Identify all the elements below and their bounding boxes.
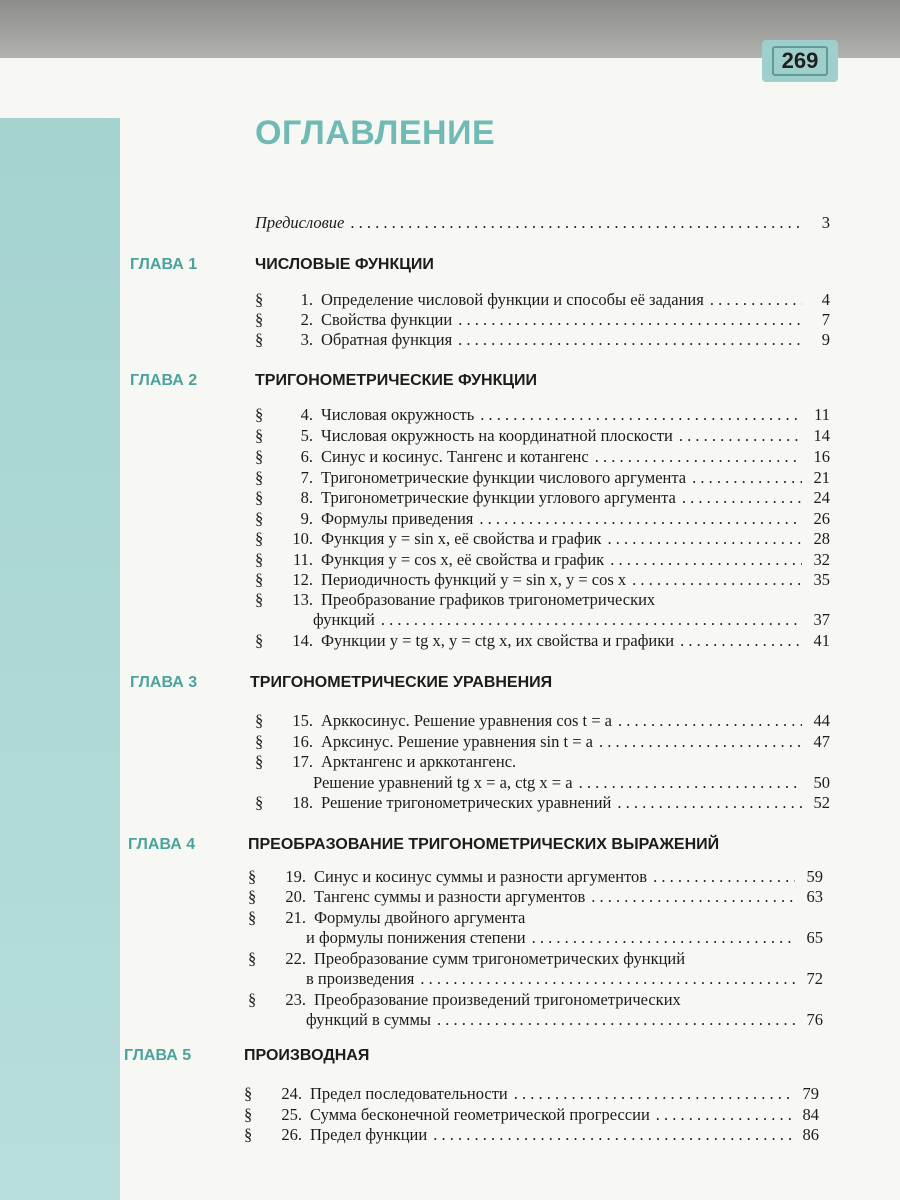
leader-dots <box>514 1083 791 1105</box>
toc-entry[interactable] <box>255 508 830 530</box>
toc-entry[interactable] <box>255 569 830 591</box>
leader-dots <box>680 630 802 652</box>
toc-entry[interactable] <box>248 886 823 908</box>
section-number: 22. <box>285 949 306 968</box>
toc-entry-continuation[interactable] <box>306 927 823 949</box>
toc-entry-title: Свойства функции <box>321 310 453 329</box>
toc-entry-title: Тригонометрические функции углового аргумента <box>321 488 676 507</box>
toc-entry-title: Периодичность функций y = sin x, y = cos x <box>321 570 627 589</box>
toc-entry-title: функций <box>313 610 375 629</box>
leader-dots <box>532 927 795 949</box>
section-number: 17. <box>292 752 313 771</box>
toc-entry-title: Арктангенс и арккотангенс. <box>321 752 517 771</box>
section-number: 6. <box>300 447 313 466</box>
toc-entry-title: Функции y = tg x, y = ctg x, их свойства и графики <box>321 631 675 650</box>
toc-entry-page: 72 <box>806 969 823 988</box>
toc-entry-title: Решение тригонометрических уравнений <box>321 793 612 812</box>
section-sign: § <box>255 752 264 771</box>
section-number: 21. <box>285 908 306 927</box>
toc-entry[interactable] <box>248 948 823 970</box>
section-sign: § <box>255 468 264 487</box>
leader-dots <box>381 609 802 631</box>
toc-entry[interactable] <box>255 467 830 489</box>
section-number: 4. <box>300 405 313 424</box>
leader-dots <box>653 866 795 888</box>
leader-dots <box>682 487 802 509</box>
section-number: 2. <box>300 310 313 329</box>
section-number: 16. <box>292 732 313 751</box>
toc-entry-page: 44 <box>813 711 830 730</box>
leader-dots <box>433 1124 791 1146</box>
leader-dots <box>656 1104 791 1126</box>
toc-entry-page: 63 <box>806 887 823 906</box>
toc-entry[interactable] <box>255 549 830 571</box>
section-sign: § <box>248 908 257 927</box>
leader-dots <box>479 508 802 530</box>
toc-entry-continuation[interactable] <box>313 772 830 794</box>
toc-entry[interactable] <box>244 1104 819 1126</box>
leader-dots <box>579 772 802 794</box>
toc-entry-continuation[interactable] <box>313 609 830 631</box>
leader-dots <box>480 404 802 426</box>
chapter-label: ГЛАВА 3 <box>130 674 198 691</box>
section-sign: § <box>244 1084 253 1103</box>
toc-entry-page: 65 <box>806 928 823 947</box>
chapter-label: ГЛАВА 1 <box>130 256 198 273</box>
chapter-heading <box>130 256 830 278</box>
section-sign: § <box>255 711 264 730</box>
toc-entry-title: Функция y = cos x, её свойства и график <box>321 550 605 569</box>
toc-entry-page: 52 <box>813 793 830 812</box>
toc-entry[interactable] <box>248 866 823 888</box>
section-number: 23. <box>285 990 306 1009</box>
page-number: 269 <box>772 46 829 76</box>
toc-entry-page: 14 <box>813 426 830 445</box>
toc-entry-page: 37 <box>813 610 830 629</box>
section-number: 19. <box>285 867 306 886</box>
page-title: ОГЛАВЛЕНИЕ <box>255 114 496 152</box>
toc-entry-title: Предел функции <box>310 1125 428 1144</box>
toc-entry-title: Формулы двойного аргумента <box>314 908 526 927</box>
section-sign: § <box>255 310 264 329</box>
leader-dots <box>437 1009 795 1031</box>
leader-dots <box>632 569 802 591</box>
leader-dots <box>692 467 802 489</box>
section-number: 25. <box>281 1105 302 1124</box>
toc-entry-title: и формулы понижения степени <box>306 928 526 947</box>
toc-entry-page: 47 <box>813 732 830 751</box>
toc-entry-page: 9 <box>821 330 830 349</box>
toc-entry-page: 7 <box>821 310 830 329</box>
toc-entry-page: 16 <box>813 447 830 466</box>
toc-entry-title: Обратная функция <box>321 330 453 349</box>
toc-entry-title: Числовая окружность <box>321 405 475 424</box>
leader-dots <box>595 446 802 468</box>
toc-entry[interactable] <box>255 425 830 447</box>
leader-dots <box>350 212 802 234</box>
section-sign: § <box>255 290 264 309</box>
toc-entry[interactable] <box>255 731 830 753</box>
toc-entry-page: 35 <box>813 570 830 589</box>
leader-dots <box>420 968 795 990</box>
leader-dots <box>458 309 802 331</box>
toc-entry[interactable] <box>255 309 830 331</box>
toc-entry-title: в произведения <box>306 969 415 988</box>
section-sign: § <box>255 631 264 650</box>
toc-entry[interactable] <box>248 989 823 1011</box>
leader-dots <box>458 329 802 351</box>
toc-entry-page: 50 <box>813 773 830 792</box>
toc-entry[interactable] <box>244 1083 819 1105</box>
leader-dots <box>617 792 802 814</box>
chapter-name: ПРОИЗВОДНАЯ <box>244 1047 370 1064</box>
leader-dots <box>591 886 795 908</box>
toc-entry[interactable] <box>255 589 830 611</box>
toc-preface-row[interactable] <box>255 212 830 234</box>
toc-entry-page: 79 <box>802 1084 819 1103</box>
section-number: 13. <box>292 590 313 609</box>
toc-entry-title: Тангенс суммы и разности аргументов <box>314 887 586 906</box>
toc-entry-page: 3 <box>821 213 830 232</box>
toc-entry-page: 28 <box>813 529 830 548</box>
toc-entry-page: 21 <box>813 468 830 487</box>
leader-dots <box>599 731 802 753</box>
section-sign: § <box>255 590 264 609</box>
toc-entry-title: Арксинус. Решение уравнения sin t = a <box>321 732 593 751</box>
section-number: 7. <box>300 468 313 487</box>
chapter-name: ЧИСЛОВЫЕ ФУНКЦИИ <box>255 256 434 273</box>
toc-entry-page: 32 <box>813 550 830 569</box>
section-sign: § <box>255 793 264 812</box>
toc-entry-page: 11 <box>814 405 830 424</box>
leader-dots <box>618 710 802 732</box>
toc-entry[interactable] <box>255 710 830 732</box>
section-number: 5. <box>300 426 313 445</box>
section-sign: § <box>255 405 264 424</box>
leader-dots <box>607 528 802 550</box>
section-sign: § <box>255 426 264 445</box>
toc-entry[interactable] <box>255 487 830 509</box>
chapter-name: ТРИГОНОМЕТРИЧЕСКИЕ ФУНКЦИИ <box>255 372 538 389</box>
section-number: 11. <box>292 550 313 569</box>
toc-entry-title: Синус и косинус суммы и разности аргументов <box>314 867 648 886</box>
toc-entry-page: 26 <box>813 509 830 528</box>
chapter-side-strip <box>0 118 120 1200</box>
section-sign: § <box>244 1125 253 1144</box>
toc-entry-title: Синус и косинус. Тангенс и котангенс <box>321 447 589 466</box>
section-sign: § <box>255 330 264 349</box>
section-sign: § <box>244 1105 253 1124</box>
section-sign: § <box>248 990 257 1009</box>
chapter-label: ГЛАВА 2 <box>130 372 198 389</box>
chapter-heading <box>124 1047 824 1069</box>
toc-entry[interactable] <box>255 630 830 652</box>
toc-entry-title: Предисловие <box>255 213 345 232</box>
toc-entry-page: 4 <box>821 290 830 309</box>
section-number: 24. <box>281 1084 302 1103</box>
toc-entry-title: Числовая окружность на координатной плоскости <box>321 426 673 445</box>
section-sign: § <box>255 509 264 528</box>
section-number: 15. <box>292 711 313 730</box>
chapter-name: ПРЕОБРАЗОВАНИЕ ТРИГОНОМЕТРИЧЕСКИХ ВЫРАЖЕНИЙ <box>248 836 720 853</box>
toc-entry[interactable] <box>248 907 823 929</box>
toc-entry-continuation[interactable] <box>306 968 823 990</box>
section-sign: § <box>248 949 257 968</box>
toc-entry-continuation[interactable] <box>306 1009 823 1031</box>
toc-entry-page: 24 <box>813 488 830 507</box>
toc-entry[interactable] <box>255 289 830 311</box>
toc-entry[interactable] <box>255 792 830 814</box>
toc-entry-title: Определение числовой функции и способы её задания <box>321 290 704 309</box>
section-number: 26. <box>281 1125 302 1144</box>
section-sign: § <box>255 570 264 589</box>
chapter-label: ГЛАВА 4 <box>128 836 196 853</box>
section-number: 10. <box>292 529 313 548</box>
toc-entry[interactable] <box>255 404 830 426</box>
toc-entry-title: Предел последовательности <box>310 1084 508 1103</box>
toc-entry-title: Преобразование произведений тригонометрических <box>314 990 681 1009</box>
toc-entry-page: 41 <box>813 631 830 650</box>
leader-dots <box>610 549 802 571</box>
section-number: 12. <box>292 570 313 589</box>
toc-entry-title: функций в суммы <box>306 1010 432 1029</box>
section-sign: § <box>255 488 264 507</box>
toc-entry-title: Решение уравнений tg x = a, ctg x = a <box>313 773 573 792</box>
section-number: 1. <box>300 290 313 309</box>
toc-entry-title: Тригонометрические функции числового аргумента <box>321 468 687 487</box>
section-number: 20. <box>285 887 306 906</box>
section-number: 8. <box>300 488 313 507</box>
leader-dots <box>679 425 802 447</box>
section-sign: § <box>255 732 264 751</box>
toc-entry[interactable] <box>255 751 830 773</box>
chapter-label: ГЛАВА 5 <box>124 1047 192 1064</box>
page-number-badge <box>762 40 838 82</box>
toc-entry-title: Арккосинус. Решение уравнения cos t = a <box>321 711 612 730</box>
toc-entry-page: 59 <box>806 867 823 886</box>
section-number: 18. <box>292 793 313 812</box>
toc-entry-page: 84 <box>802 1105 819 1124</box>
section-sign: § <box>255 550 264 569</box>
toc-entry-title: Сумма бесконечной геометрической прогрессии <box>310 1105 650 1124</box>
section-sign: § <box>248 867 257 886</box>
toc-entry[interactable] <box>255 329 830 351</box>
section-sign: § <box>255 447 264 466</box>
toc-entry-title: Преобразование сумм тригонометрических функций <box>314 949 686 968</box>
chapter-name: ТРИГОНОМЕТРИЧЕСКИЕ УРАВНЕНИЯ <box>250 674 553 691</box>
toc-entry-title: Функция y = sin x, её свойства и график <box>321 529 602 548</box>
section-number: 3. <box>300 330 313 349</box>
toc-entry-title: Формулы приведения <box>321 509 474 528</box>
toc-entry-title: Преобразование графиков тригонометрических <box>321 590 656 609</box>
leader-dots <box>710 289 802 311</box>
toc-entry-page: 86 <box>802 1125 819 1144</box>
toc-entry[interactable] <box>255 528 830 550</box>
toc-entry[interactable] <box>244 1124 819 1146</box>
chapter-heading <box>130 372 830 394</box>
toc-entry-page: 76 <box>806 1010 823 1029</box>
section-sign: § <box>255 529 264 548</box>
chapter-heading <box>130 674 830 696</box>
section-number: 9. <box>300 509 313 528</box>
toc-entry[interactable] <box>255 446 830 468</box>
section-number: 14. <box>292 631 313 650</box>
chapter-heading <box>128 836 828 858</box>
section-sign: § <box>248 887 257 906</box>
